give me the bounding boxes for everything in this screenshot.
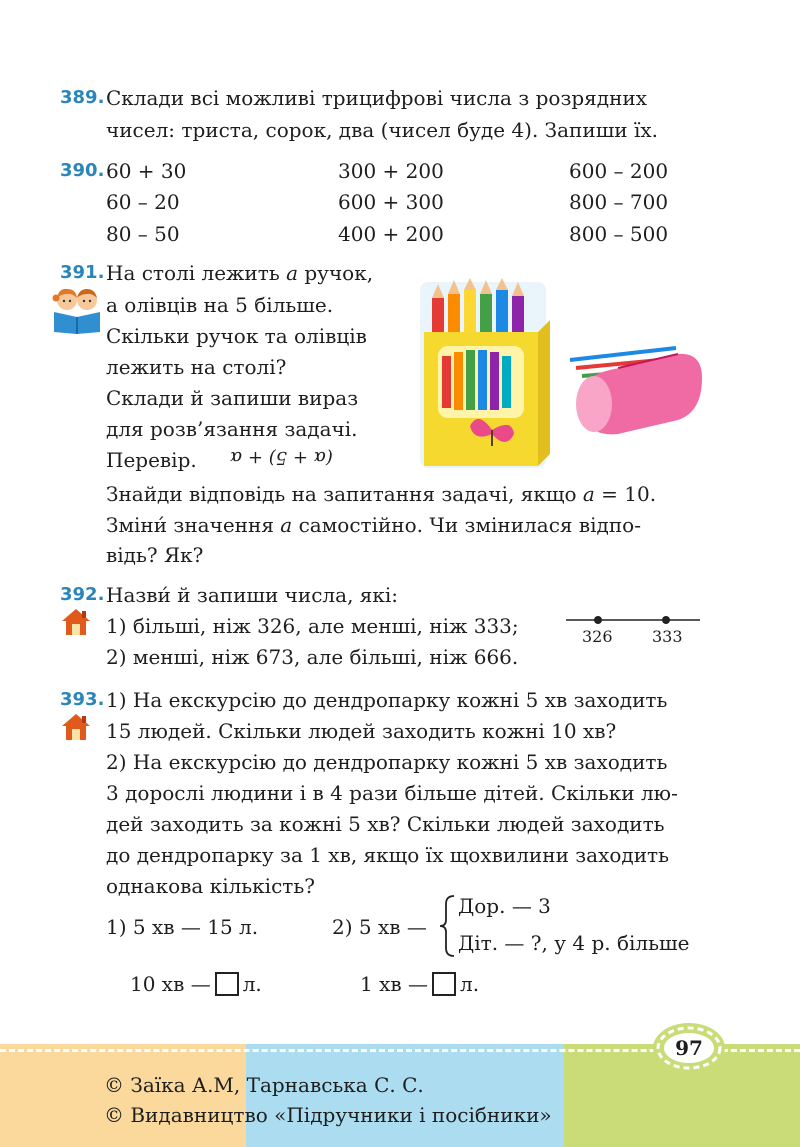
task-391-line-2: а олівців на 5 більше.	[106, 293, 334, 317]
curly-brace	[438, 894, 456, 958]
task-389-number: 389.	[60, 87, 105, 108]
copyright-authors: © Заїка А.М, Тарнавська С. С.	[104, 1073, 424, 1097]
task-390-expr: 800 – 500	[569, 222, 669, 246]
task-391-check-expression: (ɑ + 5) + ɑ	[230, 447, 333, 468]
number-line-tick-333: 333	[652, 627, 683, 646]
task-393-number: 393.	[60, 689, 105, 710]
task-390-expr: 400 + 200	[338, 222, 444, 246]
task-391-number: 391.	[60, 262, 105, 283]
task-390-expr: 600 + 300	[338, 190, 444, 214]
number-line-tick-326: 326	[582, 627, 613, 646]
task-393-line-6: до дендропарку за 1 хв, якщо їх щохвилини заходить	[106, 843, 670, 867]
task-390-expr: 60 – 20	[106, 190, 180, 214]
task-391-line-6: для розв’язання задачі.	[106, 417, 358, 441]
task-390-expr: 80 – 50	[106, 222, 180, 246]
task-393-solution-2-children: Діт. — ?, у 4 р. більше	[458, 931, 690, 955]
task-393-solution-2-adults: Дор. — 3	[458, 894, 551, 918]
copyright-publisher: © Видавництво «Підручники і посібники»	[104, 1103, 552, 1127]
task-390-number: 390.	[60, 160, 105, 181]
task-391-line-8: Зміни́ значення a самостійно. Чи змінилася відпо-	[106, 513, 641, 537]
kids-reading-icon	[50, 286, 104, 334]
task-393-line-3: 2) На екскурсію до дендропарку кожні 5 хв заходить	[106, 750, 668, 774]
task-391-line-3: Скільки ручок та олівців	[106, 324, 367, 348]
task-389-line-2: чисел: триста, сорок, два (чисел буде 4). Запиши їх.	[106, 118, 659, 142]
task-393-line-1: 1) На екскурсію до дендропарку кожні 5 хв заходить	[106, 688, 668, 712]
task-393-line-2: 15 людей. Скільки людей заходить кожні 10 хв?	[106, 719, 617, 743]
page-number: 97	[675, 1036, 703, 1060]
task-393-solution-2b: 1 хв — л.	[360, 972, 480, 996]
task-392-line-2: 1) більші, ніж 326, але менші, ніж 333;	[106, 614, 519, 638]
pencil-box-illustration	[408, 278, 554, 474]
task-393-line-4: 3 дорослі людини і в 4 рази більше дітей. Скільки лю-	[106, 781, 678, 805]
task-392-line-1: Назви́ й запиши числа, які:	[106, 583, 399, 607]
task-393-solution-1a: 1) 5 хв — 15 л.	[106, 915, 259, 939]
task-391-line-7: Знайди відповідь на запитання задачі, якщо a = 10.	[106, 482, 657, 506]
home-icon	[60, 712, 92, 742]
home-icon	[60, 607, 92, 637]
number-line	[564, 612, 704, 628]
task-391-line-9: відь? Як?	[106, 543, 204, 567]
task-393-solution-2a: 2) 5 хв —	[332, 915, 427, 939]
task-391-line-1: На столі лежить a ручок,	[106, 261, 374, 285]
task-392-line-3: 2) менші, ніж 673, але більші, ніж 666.	[106, 645, 519, 669]
task-391-line-4: лежить на столі?	[106, 355, 287, 379]
task-391-check-label: Перевір.	[106, 448, 197, 472]
answer-box[interactable]	[432, 972, 456, 996]
pencil-case-illustration	[560, 338, 708, 438]
task-393-line-5: дей заходить за кожні 5 хв? Скільки людей заходить	[106, 812, 665, 836]
task-390-expr: 600 – 200	[569, 159, 669, 183]
task-390-expr: 300 + 200	[338, 159, 444, 183]
answer-box[interactable]	[215, 972, 239, 996]
task-390-expr: 60 + 30	[106, 159, 187, 183]
task-389-line-1: Склади всі можливі трицифрові числа з розрядних	[106, 86, 648, 110]
task-392-number: 392.	[60, 584, 105, 605]
task-391-line-5: Склади й запиши вираз	[106, 386, 359, 410]
task-393-solution-1b: 10 хв — л.	[130, 972, 262, 996]
task-390-expr: 800 – 700	[569, 190, 669, 214]
task-393-line-7: однакова кількість?	[106, 874, 315, 898]
